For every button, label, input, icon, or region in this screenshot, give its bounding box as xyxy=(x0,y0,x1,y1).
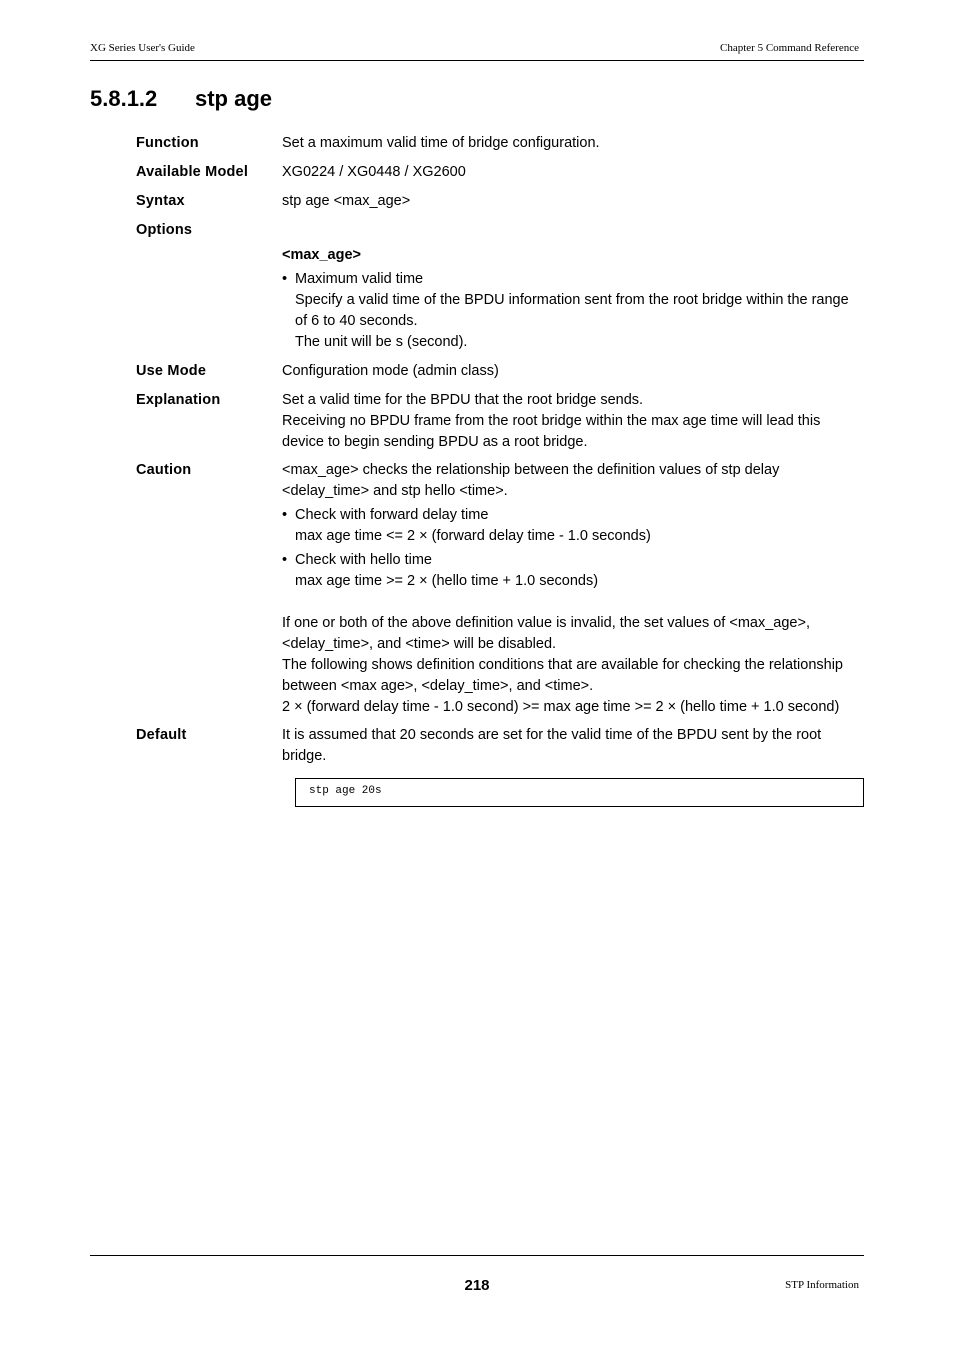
default-label: Default xyxy=(136,727,187,743)
explanation-line: Set a valid time for the BPDU that the root bridge sends. xyxy=(282,392,644,408)
caution-line: The following shows definition conditions that are available for checking the relationship xyxy=(282,657,843,673)
code-example: stp age 20s xyxy=(309,785,382,797)
use-mode-label: Use Mode xyxy=(136,363,207,379)
options-label: Options xyxy=(136,222,193,238)
caution-paragraph xyxy=(282,613,864,718)
caution-line: <max_age> checks the relationship between the definition values of stp delay xyxy=(282,462,780,478)
option-name: <max_age> xyxy=(282,247,362,263)
option-desc-line: Specify a valid time of the BPDU information sent from the root bridge within the range xyxy=(295,292,849,308)
bullet-icon: • xyxy=(282,552,288,568)
bullet-icon: • xyxy=(282,507,288,523)
bullet-icon: • xyxy=(282,271,288,287)
caution-line: <delay_time>, and <time> will be disabled. xyxy=(282,636,557,652)
caution-bullet-title: Check with forward delay time xyxy=(295,507,489,523)
caution-bullet-expr: max age time <= 2 × (forward delay time - 1.0 seconds) xyxy=(295,528,651,544)
options-body xyxy=(282,245,864,353)
caution-line: between <max age>, <delay_time>, and <time>. xyxy=(282,678,594,694)
caution-bullet-expr: max age time >= 2 × (hello time + 1.0 seconds) xyxy=(295,573,599,589)
explanation-line: device to begin sending BPDU as a root bridge. xyxy=(282,434,588,450)
caution-body xyxy=(282,460,864,718)
use-mode-text: Configuration mode (admin class) xyxy=(282,363,499,379)
explanation-body xyxy=(282,390,864,453)
caution-line: 2 × (forward delay time - 1.0 second) >= max age time >= 2 × (hello time + 1.0 second) xyxy=(282,699,840,715)
section-heading xyxy=(90,86,272,112)
default-body xyxy=(282,725,864,767)
caution-bullet-hello xyxy=(282,550,864,592)
explanation-label: Explanation xyxy=(136,392,221,408)
caution-bullet-forward-delay xyxy=(282,505,864,547)
page-number: 218 xyxy=(464,1277,490,1294)
explanation-line: Receiving no BPDU frame from the root bridge within the max age time will lead this xyxy=(282,413,821,429)
available-model-text: XG0224 / XG0448 / XG2600 xyxy=(282,164,466,180)
footer-section: STP Information xyxy=(785,1279,859,1291)
function-text: Set a maximum valid time of bridge configuration. xyxy=(282,135,600,151)
default-line: bridge. xyxy=(282,748,327,764)
option-desc-line: The unit will be s (second). xyxy=(295,334,468,350)
option-desc-line: of 6 to 40 seconds. xyxy=(295,313,418,329)
syntax-text: stp age <max_age> xyxy=(282,193,411,209)
code-example-box xyxy=(295,778,864,807)
caution-line: <delay_time> and stp hello <time>. xyxy=(282,483,508,499)
syntax-label: Syntax xyxy=(136,193,185,209)
header-divider xyxy=(90,60,864,61)
caution-bullet-title: Check with hello time xyxy=(295,552,432,568)
header-chapter: Chapter 5 Command Reference xyxy=(720,42,859,54)
header-title: XG Series User's Guide xyxy=(90,42,195,54)
section-title: stp age xyxy=(195,86,273,111)
function-label: Function xyxy=(136,135,199,151)
section-number: 5.8.1.2 xyxy=(90,86,158,111)
option-bullet xyxy=(282,269,864,353)
default-line: It is assumed that 20 seconds are set for the valid time of the BPDU sent by the root xyxy=(282,727,822,743)
caution-label: Caution xyxy=(136,462,192,478)
available-model-label: Available Model xyxy=(136,164,249,180)
caution-line: If one or both of the above definition value is invalid, the set values of <max_age>, xyxy=(282,615,810,631)
option-bullet-title: Maximum valid time xyxy=(295,271,424,287)
footer-divider xyxy=(90,1255,864,1256)
